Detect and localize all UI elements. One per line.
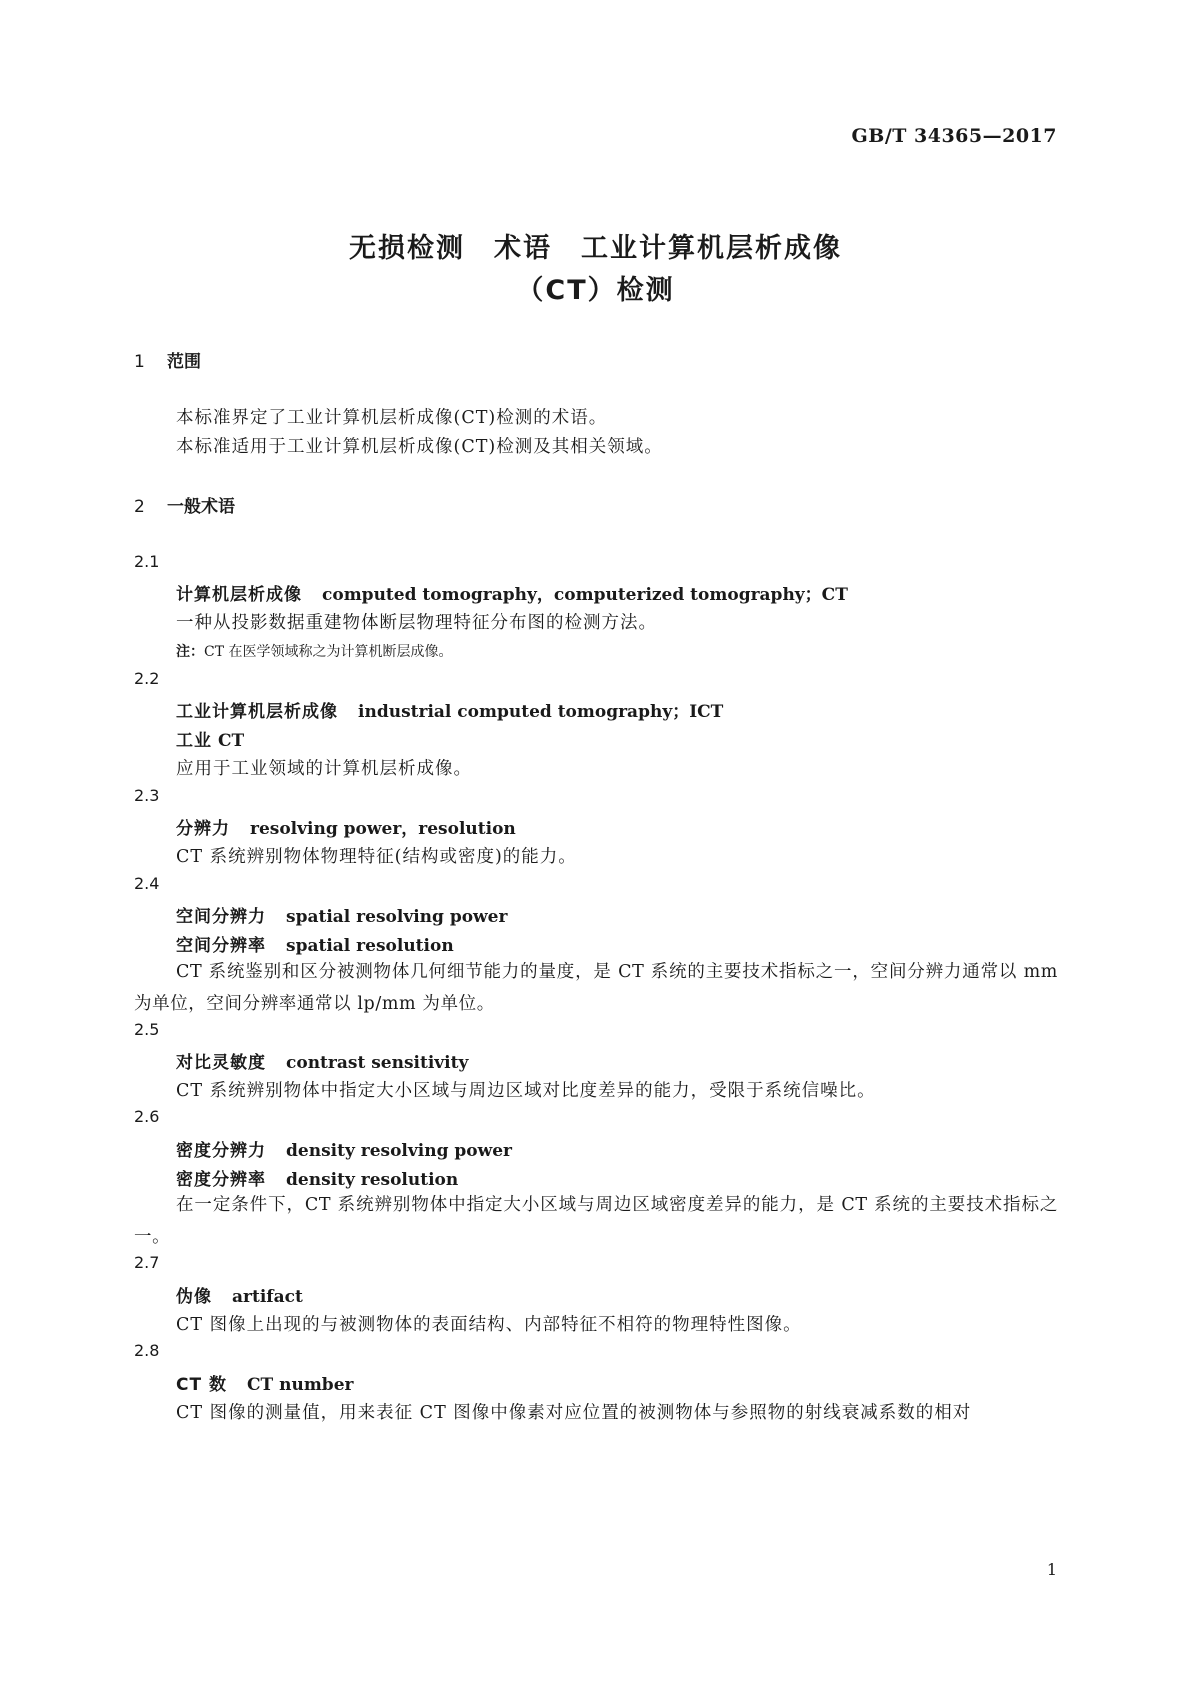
- term-en: spatial resolving power: [286, 907, 508, 927]
- term-en: CT: [218, 731, 245, 751]
- term-zh: CT 数: [176, 1375, 227, 1395]
- term-number: 2.1: [134, 552, 160, 571]
- term-zh: 空间分辨率: [176, 936, 266, 956]
- section-title: 一般术语: [167, 497, 235, 517]
- term-en: computed tomography，computerized tomography；CT: [322, 585, 848, 605]
- term-heading: [176, 1048, 468, 1073]
- term-definition: 在一定条件下，CT 系统辨别物体中指定大小区域与周边区域密度差异的能力，是 CT 系统的主要技术指标之一。: [134, 1195, 1058, 1247]
- term-definition: CT 系统鉴别和区分被测物体几何细节能力的量度，是 CT 系统的主要技术指标之一，空间分辨力通常以 mm 为单位，空间分辨率通常以 lp/mm 为单位。: [134, 962, 1058, 1014]
- term-heading: [176, 1282, 303, 1307]
- term-definition: 一种从投影数据重建物体断层物理特征分布图的检测方法。: [176, 613, 657, 633]
- scope-paragraph-2: 本标准适用于工业计算机层析成像(CT)检测及其相关领域。: [176, 437, 663, 457]
- term-en: industrial computed tomography；ICT: [358, 702, 724, 722]
- term-zh: 工业: [176, 731, 212, 751]
- term-heading: [176, 902, 507, 927]
- term-heading: [176, 697, 723, 722]
- term-en: contrast sensitivity: [286, 1053, 469, 1073]
- term-definition: CT 图像上出现的与被测物体的表面结构、内部特征不相符的物理特性图像。: [176, 1315, 802, 1335]
- term-number: 2.3: [134, 786, 160, 805]
- page-number: 1: [1046, 1560, 1057, 1579]
- term-zh: 分辨力: [176, 819, 230, 839]
- term-definition: CT 图像的测量值，用来表征 CT 图像中像素对应位置的被测物体与参照物的射线衰减系数的相对: [176, 1403, 972, 1423]
- term-en: density resolution: [286, 1170, 459, 1190]
- term-zh: 工业计算机层析成像: [176, 702, 338, 722]
- standard-number: GB/T 34365—2017: [851, 125, 1057, 147]
- term-synonym: [176, 726, 244, 751]
- term-en: spatial resolution: [286, 936, 454, 956]
- document-title-line1: 无损检测 术语 工业计算机层析成像: [349, 233, 842, 264]
- term-note: [176, 641, 453, 661]
- term-definition: CT 系统辨别物体中指定大小区域与周边区域对比度差异的能力，受限于系统信噪比。: [176, 1081, 876, 1101]
- section-number: 2: [134, 497, 145, 517]
- section-title: 范围: [167, 352, 201, 372]
- term-number: 2.6: [134, 1107, 160, 1126]
- term-en: density resolving power: [286, 1141, 513, 1161]
- term-en: CT number: [247, 1375, 354, 1395]
- section-1-heading: [134, 347, 201, 372]
- term-zh: 对比灵敏度: [176, 1053, 266, 1073]
- term-number: 2.5: [134, 1020, 160, 1039]
- term-heading: [176, 1370, 353, 1395]
- term-number: 2.7: [134, 1253, 160, 1272]
- term-definition: 应用于工业领域的计算机层析成像。: [176, 759, 472, 779]
- term-en: resolving power，resolution: [250, 819, 516, 839]
- document-title-line2: （CT）检测: [516, 275, 675, 306]
- note-text: CT 在医学领域称之为计算机断层成像。: [204, 644, 453, 660]
- term-heading: [176, 814, 516, 839]
- term-number: 2.2: [134, 669, 160, 688]
- term-number: 2.4: [134, 874, 160, 893]
- term-zh: 计算机层析成像: [176, 585, 302, 605]
- term-heading: [176, 580, 848, 605]
- term-en: artifact: [232, 1287, 303, 1307]
- term-definition: CT 系统辨别物体物理特征(结构或密度)的能力。: [176, 847, 577, 867]
- term-zh: 空间分辨力: [176, 907, 266, 927]
- section-2-heading: [134, 492, 235, 517]
- term-synonym: [176, 1165, 458, 1190]
- term-heading: [176, 1136, 512, 1161]
- term-number: 2.8: [134, 1341, 160, 1360]
- term-zh: 伪像: [176, 1287, 212, 1307]
- section-number: 1: [134, 352, 145, 372]
- term-zh: 密度分辨率: [176, 1170, 266, 1190]
- term-zh: 密度分辨力: [176, 1141, 266, 1161]
- scope-paragraph-1: 本标准界定了工业计算机层析成像(CT)检测的术语。: [176, 408, 608, 428]
- note-label: 注：: [176, 644, 204, 660]
- term-synonym: [176, 931, 454, 956]
